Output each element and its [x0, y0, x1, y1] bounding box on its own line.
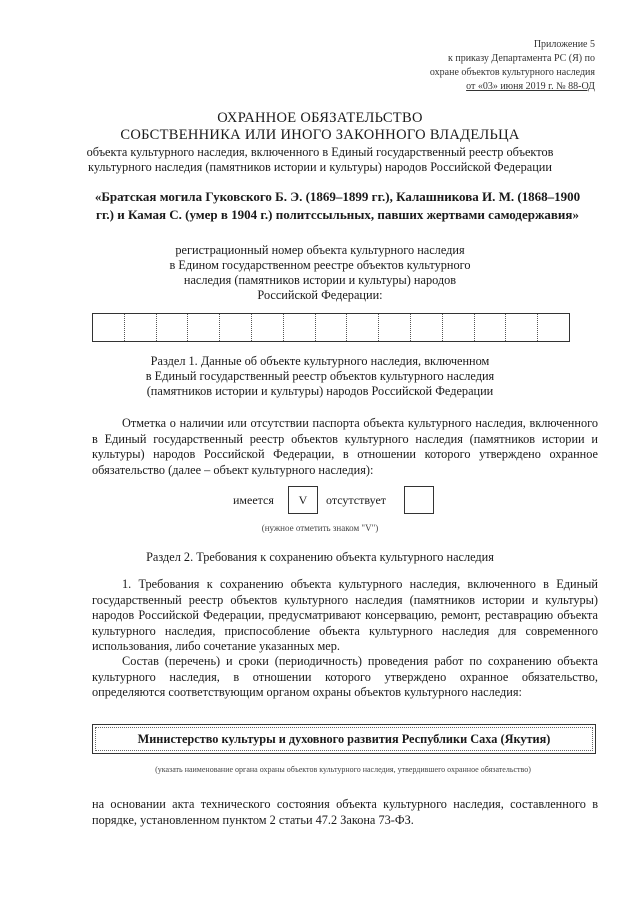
ministry-field[interactable] [92, 724, 596, 754]
registration-digit-cell[interactable] [316, 314, 348, 341]
registration-line-4: Российской Федерации: [257, 288, 383, 302]
registration-line-2: в Едином государственном реестре объектов культурного [169, 258, 471, 272]
registration-digit-cell[interactable] [379, 314, 411, 341]
passport-mark-row [230, 486, 470, 516]
passport-mark-note: (нужное отметить знаком "V") [261, 523, 379, 533]
document-subtitle-2: культурного наследия (памятников истории и культуры) народов Российской Федерации [88, 160, 552, 174]
object-name: «Братская могила Гуковского Б. Э. (1869–1899 гг.), Калашникова И. М. (1868–1900 гг.) и Камая С. (умер в 1904 г.) политссыльных, павших жертвами самодержавия» [94, 189, 581, 222]
passport-has-label: имеется [233, 493, 274, 507]
section-2-heading: Раздел 2. Требования к сохранению объекта культурного наследия [146, 550, 494, 564]
registration-digit-cell[interactable] [506, 314, 538, 341]
requirements-paragraph: 1. Требования к сохранению объекта культурного наследия, включенного в Единый государственный реестр объектов культурного наследия (памятников истории и культуры) народов Российской Федерации, предусматривают консервацию, ремонт, реставрацию объекта культурного наследия, приспособление объекта культурного наследия для современного использования, либо сочетание указанных мер. [92, 577, 598, 653]
ministry-name: Министерство культуры и духовного развития Республики Саха (Якутия) [95, 727, 593, 751]
works-paragraph: Состав (перечень) и сроки (периодичность) проведения работ по сохранению объекта культурного наследия, в отношении которого утверждено охранное обязательство, определяются соответствующим органом охраны объектов культурного наследия: [92, 654, 598, 699]
document-title: ОХРАННОЕ ОБЯЗАТЕЛЬСТВО [217, 110, 423, 126]
registration-digit-cell[interactable] [157, 314, 189, 341]
registration-caption [0, 243, 640, 303]
passport-has-checkbox[interactable]: V [288, 486, 318, 514]
appendix-line-4: от «03» июня 2019 г. № 88-ОД [466, 81, 595, 92]
registration-digit-cell[interactable] [538, 314, 569, 341]
ministry-note: (указать наименование органа охраны объектов культурного наследия, утвердившего охранное обязательство) [155, 765, 531, 774]
section-1-line-1: Раздел 1. Данные об объекте культурного наследия, включенном [150, 354, 490, 368]
registration-digit-cell[interactable] [475, 314, 507, 341]
registration-number-field[interactable] [92, 313, 570, 342]
section-1-line-2: в Единый государственный реестр объектов культурного наследия [145, 369, 495, 383]
appendix-line-2: к приказу Департамента РС (Я) по [447, 53, 595, 64]
appendix-line-3: охране объектов культурного наследия [429, 67, 595, 78]
appendix-header [430, 38, 595, 94]
passport-absent-checkbox[interactable] [404, 486, 434, 514]
document-title-owner: СОБСТВЕННИКА ИЛИ ИНОГО ЗАКОННОГО ВЛАДЕЛЬЦА [120, 127, 520, 143]
registration-digit-cell[interactable] [284, 314, 316, 341]
registration-line-1: регистрационный номер объекта культурного наследия [175, 243, 465, 257]
basis-paragraph: на основании акта технического состояния объекта культурного наследия, составленного в порядке, установленном пунктом 2 статьи 47.2 Закона 73-ФЗ. [92, 797, 598, 827]
registration-digit-cell[interactable] [443, 314, 475, 341]
passport-paragraph: Отметка о наличии или отсутствии паспорта объекта культурного наследия, включенного в Единый государственный реестр объектов культурного наследия (памятников истории и культуры) народов Российской Федерации, в отношении которого утверждено охранное обязательство (далее – объект культурного наследия): [92, 416, 598, 477]
registration-digit-cell[interactable] [347, 314, 379, 341]
registration-digit-cell[interactable] [93, 314, 125, 341]
registration-digit-cell[interactable] [411, 314, 443, 341]
registration-digit-cell[interactable] [252, 314, 284, 341]
registration-digit-cell[interactable] [220, 314, 252, 341]
passport-absent-label: отсутствует [326, 493, 387, 507]
registration-digit-cell[interactable] [188, 314, 220, 341]
appendix-line-1: Приложение 5 [533, 39, 595, 50]
section-1-heading [0, 354, 640, 399]
registration-digit-cell[interactable] [125, 314, 157, 341]
document-subtitle-1: объекта культурного наследия, включенного в Единый государственный реестр объектов [86, 145, 554, 159]
registration-line-3: наследия (памятников истории и культуры) народов [183, 273, 457, 287]
section-1-line-3: (памятников истории и культуры) народов Российской Федерации [146, 384, 494, 398]
